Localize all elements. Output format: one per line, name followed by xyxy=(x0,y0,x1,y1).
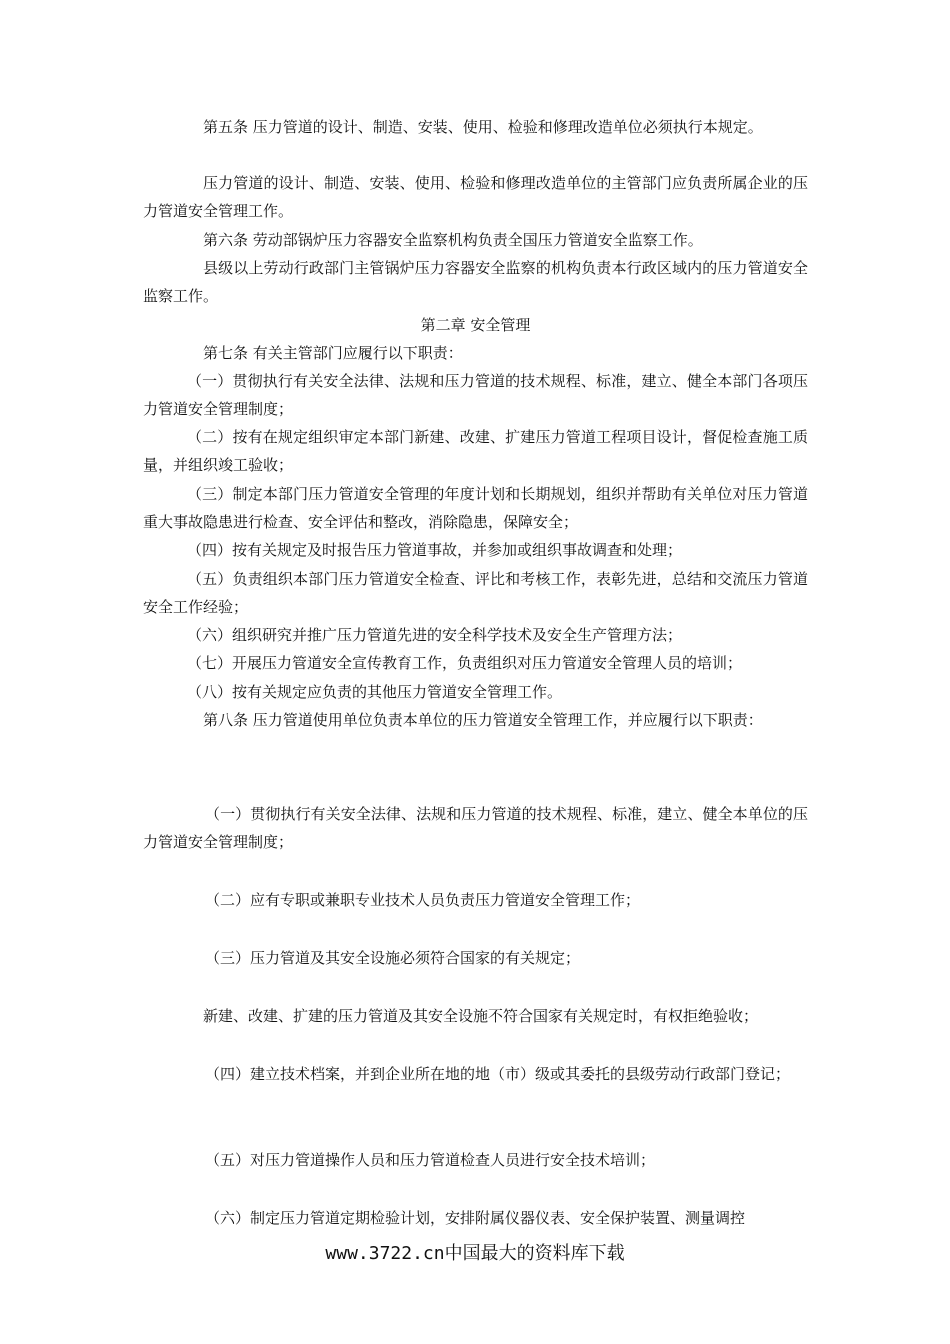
article-6: 第六条 劳动部锅炉压力容器安全监察机构负责全国压力管道安全监察工作。 xyxy=(203,231,703,249)
article-8: 第八条 压力管道使用单位负责本单位的压力管道安全管理工作，并应履行以下职责： xyxy=(203,711,763,729)
article-7-item-1: （一）贯彻执行有关安全法律、法规和压力管道的技术规程、标准，建立、健全本部门各项压力管道安全管理制度； xyxy=(143,372,808,418)
footer-watermark: www.3722.cn中国最大的资料库下载 xyxy=(325,1243,625,1264)
article-6-paragraph-2: 县级以上劳动行政部门主管锅炉压力容器安全监察的机构负责本行政区域内的压力管道安全监察工作。 xyxy=(143,259,808,305)
article-7-item-6: （六）组织研究并推广压力管道先进的安全科学技术及安全生产管理方法； xyxy=(187,626,683,644)
article-8-item-5: （五）对压力管道操作人员和压力管道检查人员进行安全技术培训； xyxy=(205,1151,656,1169)
article-5-paragraph-2: 压力管道的设计、制造、安装、使用、检验和修理改造单位的主管部门应负责所属企业的压力管道安全管理工作。 xyxy=(143,174,808,220)
article-7-item-8: （八）按有关规定应负责的其他压力管道安全管理工作。 xyxy=(187,683,563,701)
article-5: 第五条 压力管道的设计、制造、安装、使用、检验和修理改造单位必须执行本规定。 xyxy=(203,118,763,136)
article-7-item-5: （五）负责组织本部门压力管道安全检查、评比和考核工作，表彰先进，总结和交流压力管道安全工作经验； xyxy=(143,570,808,616)
article-8-item-1: （一）贯彻执行有关安全法律、法规和压力管道的技术规程、标准，建立、健全本单位的压力管道安全管理制度； xyxy=(143,805,808,851)
article-7-item-7: （七）开展压力管道安全宣传教育工作，负责组织对压力管道安全管理人员的培训； xyxy=(187,654,743,672)
article-8-item-3: （三）压力管道及其安全设施必须符合国家的有关规定； xyxy=(205,949,581,967)
article-7-item-3: （三）制定本部门压力管道安全管理的年度计划和长期规划，组织并帮助有关单位对压力管道重大事故隐患进行检查、安全评估和整改，消除隐患，保障安全； xyxy=(143,485,808,531)
article-8-item-4: （四）建立技术档案，并到企业所在地的地（市）级或其委托的县级劳动行政部门登记； xyxy=(205,1065,791,1083)
article-8-item-6: （六）制定压力管道定期检验计划，安排附属仪器仪表、安全保护装置、测量调控 xyxy=(205,1209,746,1227)
article-8-item-2: （二）应有专职或兼职专业技术人员负责压力管道安全管理工作； xyxy=(205,891,641,909)
article-7-item-4: （四）按有关规定及时报告压力管道事故，并参加或组织事故调查和处理； xyxy=(187,541,683,559)
article-8-item-3-note: 新建、改建、扩建的压力管道及其安全设施不符合国家有关规定时，有权拒绝验收； xyxy=(203,1007,759,1025)
article-7: 第七条 有关主管部门应履行以下职责： xyxy=(203,344,463,362)
article-7-item-2: （二）按有在规定组织审定本部门新建、改建、扩建压力管道工程项目设计，督促检查施工质量，并组织竣工验收； xyxy=(143,428,808,474)
chapter-heading: 第二章 安全管理 xyxy=(420,316,531,334)
